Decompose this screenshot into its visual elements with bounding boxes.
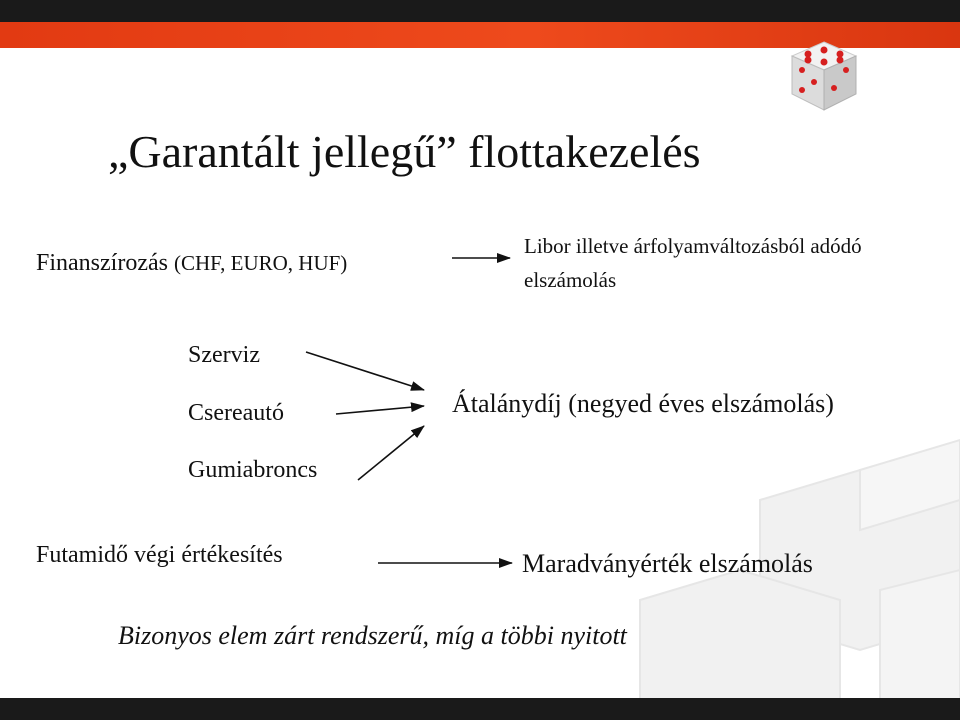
csereauto-arrow — [336, 406, 424, 414]
services-result: Átalánydíj (negyed éves elszámolás) — [452, 389, 834, 418]
slide-title: „Garantált jellegű” flottakezelés — [108, 126, 701, 177]
financing-result-line2: elszámolás — [524, 268, 617, 292]
footer-note: Bizonyos elem zárt rendszerű, míg a többi nyitott — [118, 621, 627, 650]
szerviz-arrow — [306, 352, 424, 390]
lease-end-label: Futamidő végi értékesítés — [36, 542, 283, 568]
financing-currencies: (CHF, EURO, HUF) — [173, 251, 348, 275]
service-item-gumiabroncs: Gumiabroncs — [188, 457, 318, 483]
service-item-szerviz: Szerviz — [188, 342, 260, 368]
lease-end-result: Maradványérték elszámolás — [522, 549, 813, 578]
bottom-dark-bar — [0, 698, 960, 720]
financing-result-line1: Libor illetve árfolyamváltozásból adódó — [524, 234, 862, 258]
financing-label: Finanszírozás — [36, 250, 168, 276]
service-item-csereauto: Csereautó — [188, 400, 284, 426]
gumiabroncs-arrow — [358, 426, 424, 480]
